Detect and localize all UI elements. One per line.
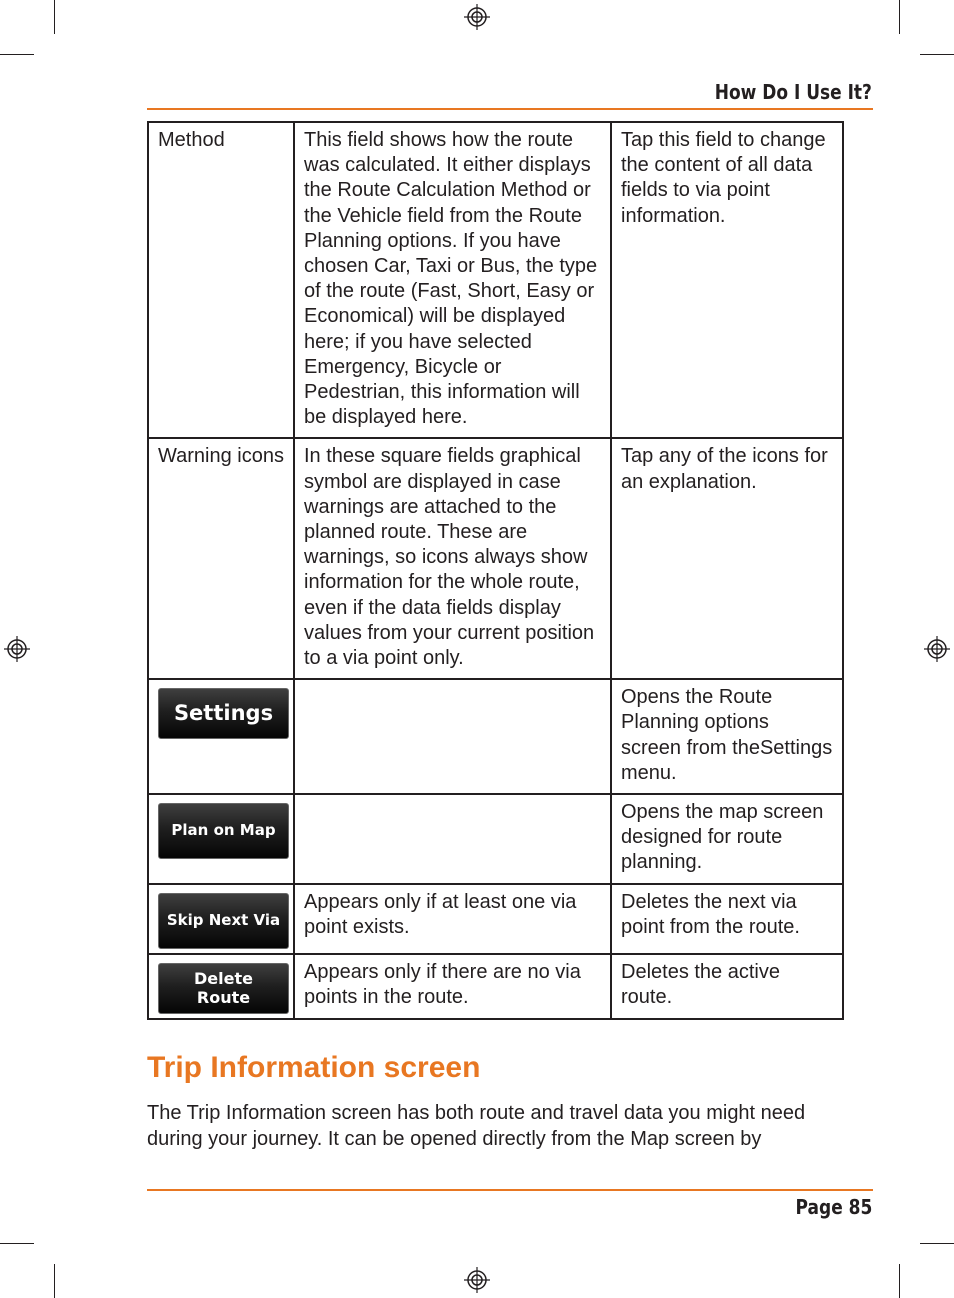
- skip-next-via-button[interactable]: Skip Next Via: [158, 893, 289, 949]
- crop-mark: [0, 54, 34, 55]
- table-row: [148, 884, 843, 954]
- row-action: Deletes the next via point from the route.: [611, 884, 843, 954]
- row-button-cell: [148, 794, 294, 884]
- plan-on-map-button[interactable]: Plan on Map: [158, 803, 289, 859]
- feature-table: [147, 121, 844, 1020]
- table-row: [148, 438, 843, 679]
- row-label: Method: [148, 122, 294, 438]
- running-header: How Do I Use It?: [714, 80, 872, 104]
- button-label-line: Delete: [194, 969, 253, 989]
- section-heading: Trip Information screen: [147, 1051, 481, 1084]
- row-label: Warning icons: [148, 438, 294, 679]
- crop-mark: [920, 54, 954, 55]
- row-action: Tap this field to change the content of all data fields to via point information.: [611, 122, 843, 438]
- footer-rule: [147, 1189, 873, 1191]
- registration-mark-icon: [464, 4, 490, 30]
- crop-mark: [899, 1264, 900, 1298]
- page-number: Page 85: [795, 1195, 872, 1219]
- row-description: Appears only if there are no via points in the route.: [294, 954, 611, 1019]
- crop-mark: [54, 1264, 55, 1298]
- registration-mark-icon: [464, 1267, 490, 1293]
- row-description: [294, 679, 611, 794]
- row-button-cell: [148, 884, 294, 954]
- row-description: [294, 794, 611, 884]
- registration-mark-icon: [4, 636, 30, 662]
- row-description: In these square fields graphical symbol are displayed in case warnings are attached to the planned route. These are warnings, so icons always show information for the whole route, even if the data fields display values from your current position to a via point only.: [294, 438, 611, 679]
- button-label-line: Route: [196, 988, 251, 1008]
- delete-route-button[interactable]: [158, 963, 289, 1014]
- crop-mark: [899, 0, 900, 34]
- header-rule: [147, 108, 873, 110]
- crop-mark: [920, 1243, 954, 1244]
- crop-mark: [0, 1243, 34, 1244]
- row-action: Tap any of the icons for an explanation.: [611, 438, 843, 679]
- table-row: [148, 954, 843, 1019]
- row-action: Opens the Route Planning options screen from theSettings menu.: [611, 679, 843, 794]
- registration-mark-icon: [924, 636, 950, 662]
- row-button-cell: [148, 679, 294, 794]
- table-row: [148, 679, 843, 794]
- crop-mark: [54, 0, 55, 34]
- section-body: The Trip Information screen has both route and travel data you might need during your journey. It can be opened directly from the Map screen by: [147, 1102, 806, 1150]
- row-button-cell: [148, 954, 294, 1019]
- table-row: [148, 122, 843, 438]
- row-description: This field shows how the route was calculated. It either displays the Route Calculation Method or the Vehicle field from the Route Planning options. If you have chosen Car, Taxi or Bus, the type of the route (Fast, Short, Easy or Economical) will be displayed here; if you have selected Emergency, Bicycle or Pedestrian, this information will be displayed here.: [294, 122, 611, 438]
- row-action: Deletes the active route.: [611, 954, 843, 1019]
- settings-button[interactable]: Settings: [158, 688, 289, 739]
- table-row: [148, 794, 843, 884]
- row-action: Opens the map screen designed for route planning.: [611, 794, 843, 884]
- row-description: Appears only if at least one via point exists.: [294, 884, 611, 954]
